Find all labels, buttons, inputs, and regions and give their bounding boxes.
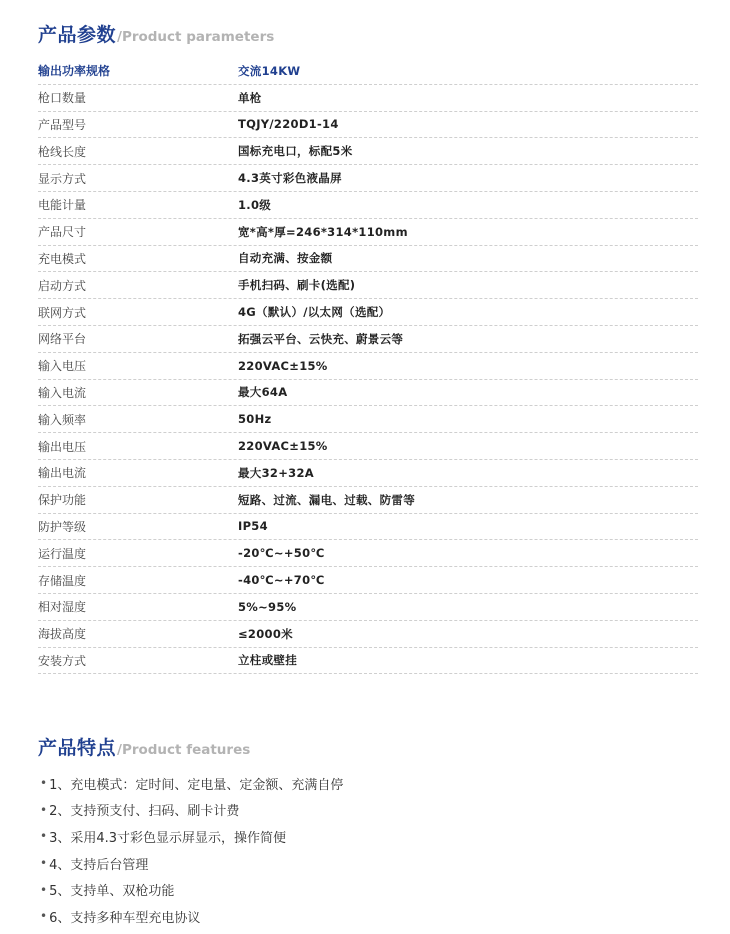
- param-value: -40℃~+70℃: [238, 573, 325, 588]
- param-name: 保护功能: [38, 493, 87, 508]
- feature-text: 2、支持预支付、扫码、刷卡计费: [49, 804, 240, 820]
- param-value: 4G（默认）/以太网（选配）: [238, 305, 391, 320]
- param-row: [38, 326, 698, 353]
- param-row: [38, 353, 698, 380]
- param-row: [38, 192, 698, 219]
- param-row: [38, 246, 698, 273]
- param-name: 产品尺寸: [38, 225, 87, 240]
- param-row: [38, 85, 698, 112]
- param-name: 运行温度: [38, 546, 87, 561]
- param-name: 相对湿度: [38, 600, 87, 615]
- param-row: [38, 540, 698, 567]
- param-name: 存储温度: [38, 573, 87, 588]
- param-name: 输出功率规格: [38, 64, 111, 79]
- params-section-title: [38, 20, 274, 47]
- feature-item: [40, 876, 343, 903]
- param-value: TQJY/220D1-14: [238, 117, 339, 132]
- param-value: 220VAC±15%: [238, 358, 328, 373]
- feature-text: 1、充电模式：定时间、定电量、定金额、充满自停: [49, 777, 344, 793]
- param-name: 防护等级: [38, 519, 87, 534]
- feature-text: 6、支持多种车型充电协议: [49, 910, 201, 926]
- param-row: [38, 272, 698, 299]
- param-value: 拓强云平台、云快充、蔚景云等: [238, 331, 404, 346]
- param-name: 产品型号: [38, 117, 87, 132]
- params-title-en: /Product parameters: [117, 29, 275, 45]
- bullet-icon: •: [40, 882, 48, 897]
- param-row: [38, 621, 698, 648]
- param-name: 网络平台: [38, 332, 87, 347]
- feature-item: [40, 903, 343, 930]
- param-row: [38, 219, 698, 246]
- param-value: 220VAC±15%: [238, 439, 328, 454]
- param-value: IP54: [238, 519, 268, 534]
- param-name: 输入频率: [38, 412, 87, 427]
- feature-item: [40, 823, 343, 850]
- bullet-icon: •: [40, 829, 48, 844]
- param-row: [38, 433, 698, 460]
- param-row: [38, 138, 698, 165]
- param-value: 宽*高*厚=246*314*110mm: [238, 224, 408, 239]
- param-value: 50Hz: [238, 412, 272, 427]
- param-row: [38, 165, 698, 192]
- param-name: 输入电压: [38, 359, 87, 374]
- param-value: 1.0级: [238, 197, 272, 212]
- param-name: 海拔高度: [38, 627, 87, 642]
- param-value: -20℃~+50℃: [238, 546, 325, 561]
- features-title-zh: 产品特点: [38, 737, 117, 759]
- params-table: [38, 58, 698, 674]
- param-name: 输出电流: [38, 466, 87, 481]
- bullet-icon: •: [40, 802, 48, 817]
- features-list: [40, 770, 343, 930]
- param-name: 电能计量: [38, 198, 87, 213]
- param-value: 自动充满、按金额: [238, 251, 333, 266]
- param-value: 最大32+32A: [238, 465, 314, 480]
- param-name: 枪线长度: [38, 144, 87, 159]
- param-row: [38, 487, 698, 514]
- param-row: [38, 567, 698, 594]
- param-name: 启动方式: [38, 278, 87, 293]
- param-row: [38, 112, 698, 139]
- feature-item: [40, 797, 343, 824]
- param-name: 枪口数量: [38, 91, 87, 106]
- param-value: 4.3英寸彩色液晶屏: [238, 171, 342, 186]
- feature-text: 4、支持后台管理: [49, 857, 149, 873]
- params-title-zh: 产品参数: [38, 24, 117, 46]
- feature-text: 3、采用4.3寸彩色显示屏显示，操作简便: [49, 830, 287, 846]
- param-value: 国标充电口，标配5米: [238, 144, 353, 159]
- param-value: 最大64A: [238, 385, 288, 400]
- param-value: 交流14KW: [238, 63, 301, 78]
- param-name: 充电模式: [38, 251, 87, 266]
- param-value: ≤2000米: [238, 626, 293, 641]
- feature-item: [40, 770, 343, 797]
- param-row: [38, 514, 698, 541]
- param-value: 手机扫码、刷卡(选配): [238, 278, 356, 293]
- param-value: 短路、过流、漏电、过载、防雷等: [238, 492, 415, 507]
- param-row: [38, 299, 698, 326]
- param-row: [38, 380, 698, 407]
- feature-text: 5、支持单、双枪功能: [49, 884, 175, 900]
- param-name: 安装方式: [38, 653, 87, 668]
- param-name: 输出电压: [38, 439, 87, 454]
- bullet-icon: •: [40, 909, 48, 924]
- param-value: 立柱或壁挂: [238, 653, 297, 668]
- param-row: [38, 460, 698, 487]
- param-value: 单枪: [238, 90, 262, 105]
- param-row: [38, 648, 698, 675]
- bullet-icon: •: [40, 856, 48, 871]
- features-title-en: /Product features: [117, 742, 251, 758]
- features-section-title: [38, 733, 250, 760]
- param-row: [38, 406, 698, 433]
- param-name: 显示方式: [38, 171, 87, 186]
- params-table-header: [38, 58, 698, 85]
- param-name: 联网方式: [38, 305, 87, 320]
- param-value: 5%~95%: [238, 599, 297, 614]
- bullet-icon: •: [40, 776, 48, 791]
- feature-item: [40, 850, 343, 877]
- param-name: 输入电流: [38, 385, 87, 400]
- param-row: [38, 594, 698, 621]
